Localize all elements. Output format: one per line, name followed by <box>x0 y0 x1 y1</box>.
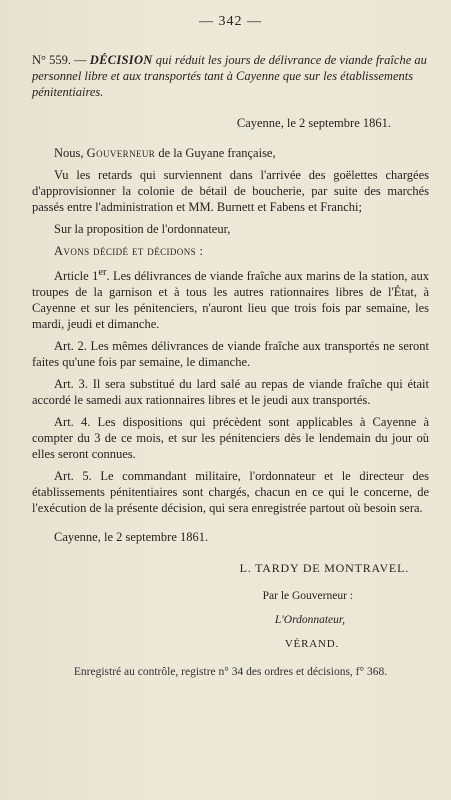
page-number: — 342 — <box>199 14 262 29</box>
intro-rest: de la Guyane française, <box>155 146 276 160</box>
article-1-label: Article 1 <box>54 269 99 284</box>
article-3-label: Art. 3 <box>54 377 85 392</box>
article-1-sup: er <box>98 267 107 278</box>
article-5 <box>32 468 429 516</box>
decision-number: N° 559. — <box>32 53 90 67</box>
article-5-label: Art. 5 <box>54 469 89 484</box>
closing-date: Cayenne, le 2 septembre 1861. <box>54 530 209 545</box>
avons-decide-paragraph: Avons décidé et décidons : <box>54 244 204 258</box>
article-3-text: . Il sera substitué du lard salé au repas de viande fraîche qui était accordé le samedi aux rationnaires libres et le jeudi aux transportés. <box>32 377 429 408</box>
par-le-gouverneur: Par le Gouverneur : <box>262 590 353 603</box>
intro-paragraph <box>32 145 429 161</box>
article-1-text: . Les délivrances de viande fraîche aux marins de la station, aux troupes de la garnison et à tous les autres rationnaires libres de l'État, à Cayenne et sur les pénitenciers, n'auront lieu que trois fois par semaine, les mardi, jeudi et dimanche. <box>32 269 429 332</box>
article-2-label: Art. 2 <box>54 339 84 354</box>
ordonnateur-title: L'Ordonnateur, <box>274 614 345 627</box>
registration-footer: Enregistré au contrôle, registre n° 34 des ordres et décisions, f° 368. <box>73 666 388 679</box>
verand-signature: VÉRAND. <box>284 638 339 651</box>
article-5-text: . Le commandant militaire, l'ordonnateur et le directeur des établissements pénitentiaires sont chargés, chacun en ce qui le concerne, de l'exécution de la présente décision, qui sera enregistrée partout où besoin sera. <box>32 469 429 516</box>
article-1 <box>32 265 429 332</box>
decision-word: DÉCISION <box>89 53 153 67</box>
vu-paragraph: Vu les retards qui surviennent dans l'arrivée des goëlettes chargées d'approvisionner la colonie de bétail de boucherie, par suite des marchés passés entre l'administration et MM. Burnett et Fabens et Franchi; <box>32 168 429 214</box>
proposition-paragraph: Sur la proposition de l'ordonnateur, <box>54 222 231 236</box>
article-4-label: Art. 4 <box>54 415 88 430</box>
decision-subject: qui réduit les jours de délivrance de viande fraîche au personnel libre et aux transportés tant à Cayenne que sur les établissements pénitentiaires. <box>32 53 427 99</box>
article-2-text: . Les mêmes délivrances de viande fraîche aux transportés ne seront faites qu'une fois par semaine, le dimanche. <box>32 339 429 370</box>
governor-signature: L. TARDY DE MONTRAVEL. <box>239 561 409 576</box>
intro-gouverneur: Gouverneur <box>86 146 156 160</box>
article-3 <box>32 376 429 408</box>
article-2 <box>32 338 429 370</box>
intro-nous: Nous, <box>54 146 87 160</box>
article-4 <box>32 414 429 462</box>
dateline: Cayenne, le 2 septembre 1861. <box>236 116 391 130</box>
article-4-text: . Les dispositions qui précèdent sont applicables à Cayenne à compter du 3 de ce mois, et sur les pénitenciers dès le lendemain du jour où elles seront connues. <box>32 415 429 462</box>
decision-title <box>32 52 429 100</box>
